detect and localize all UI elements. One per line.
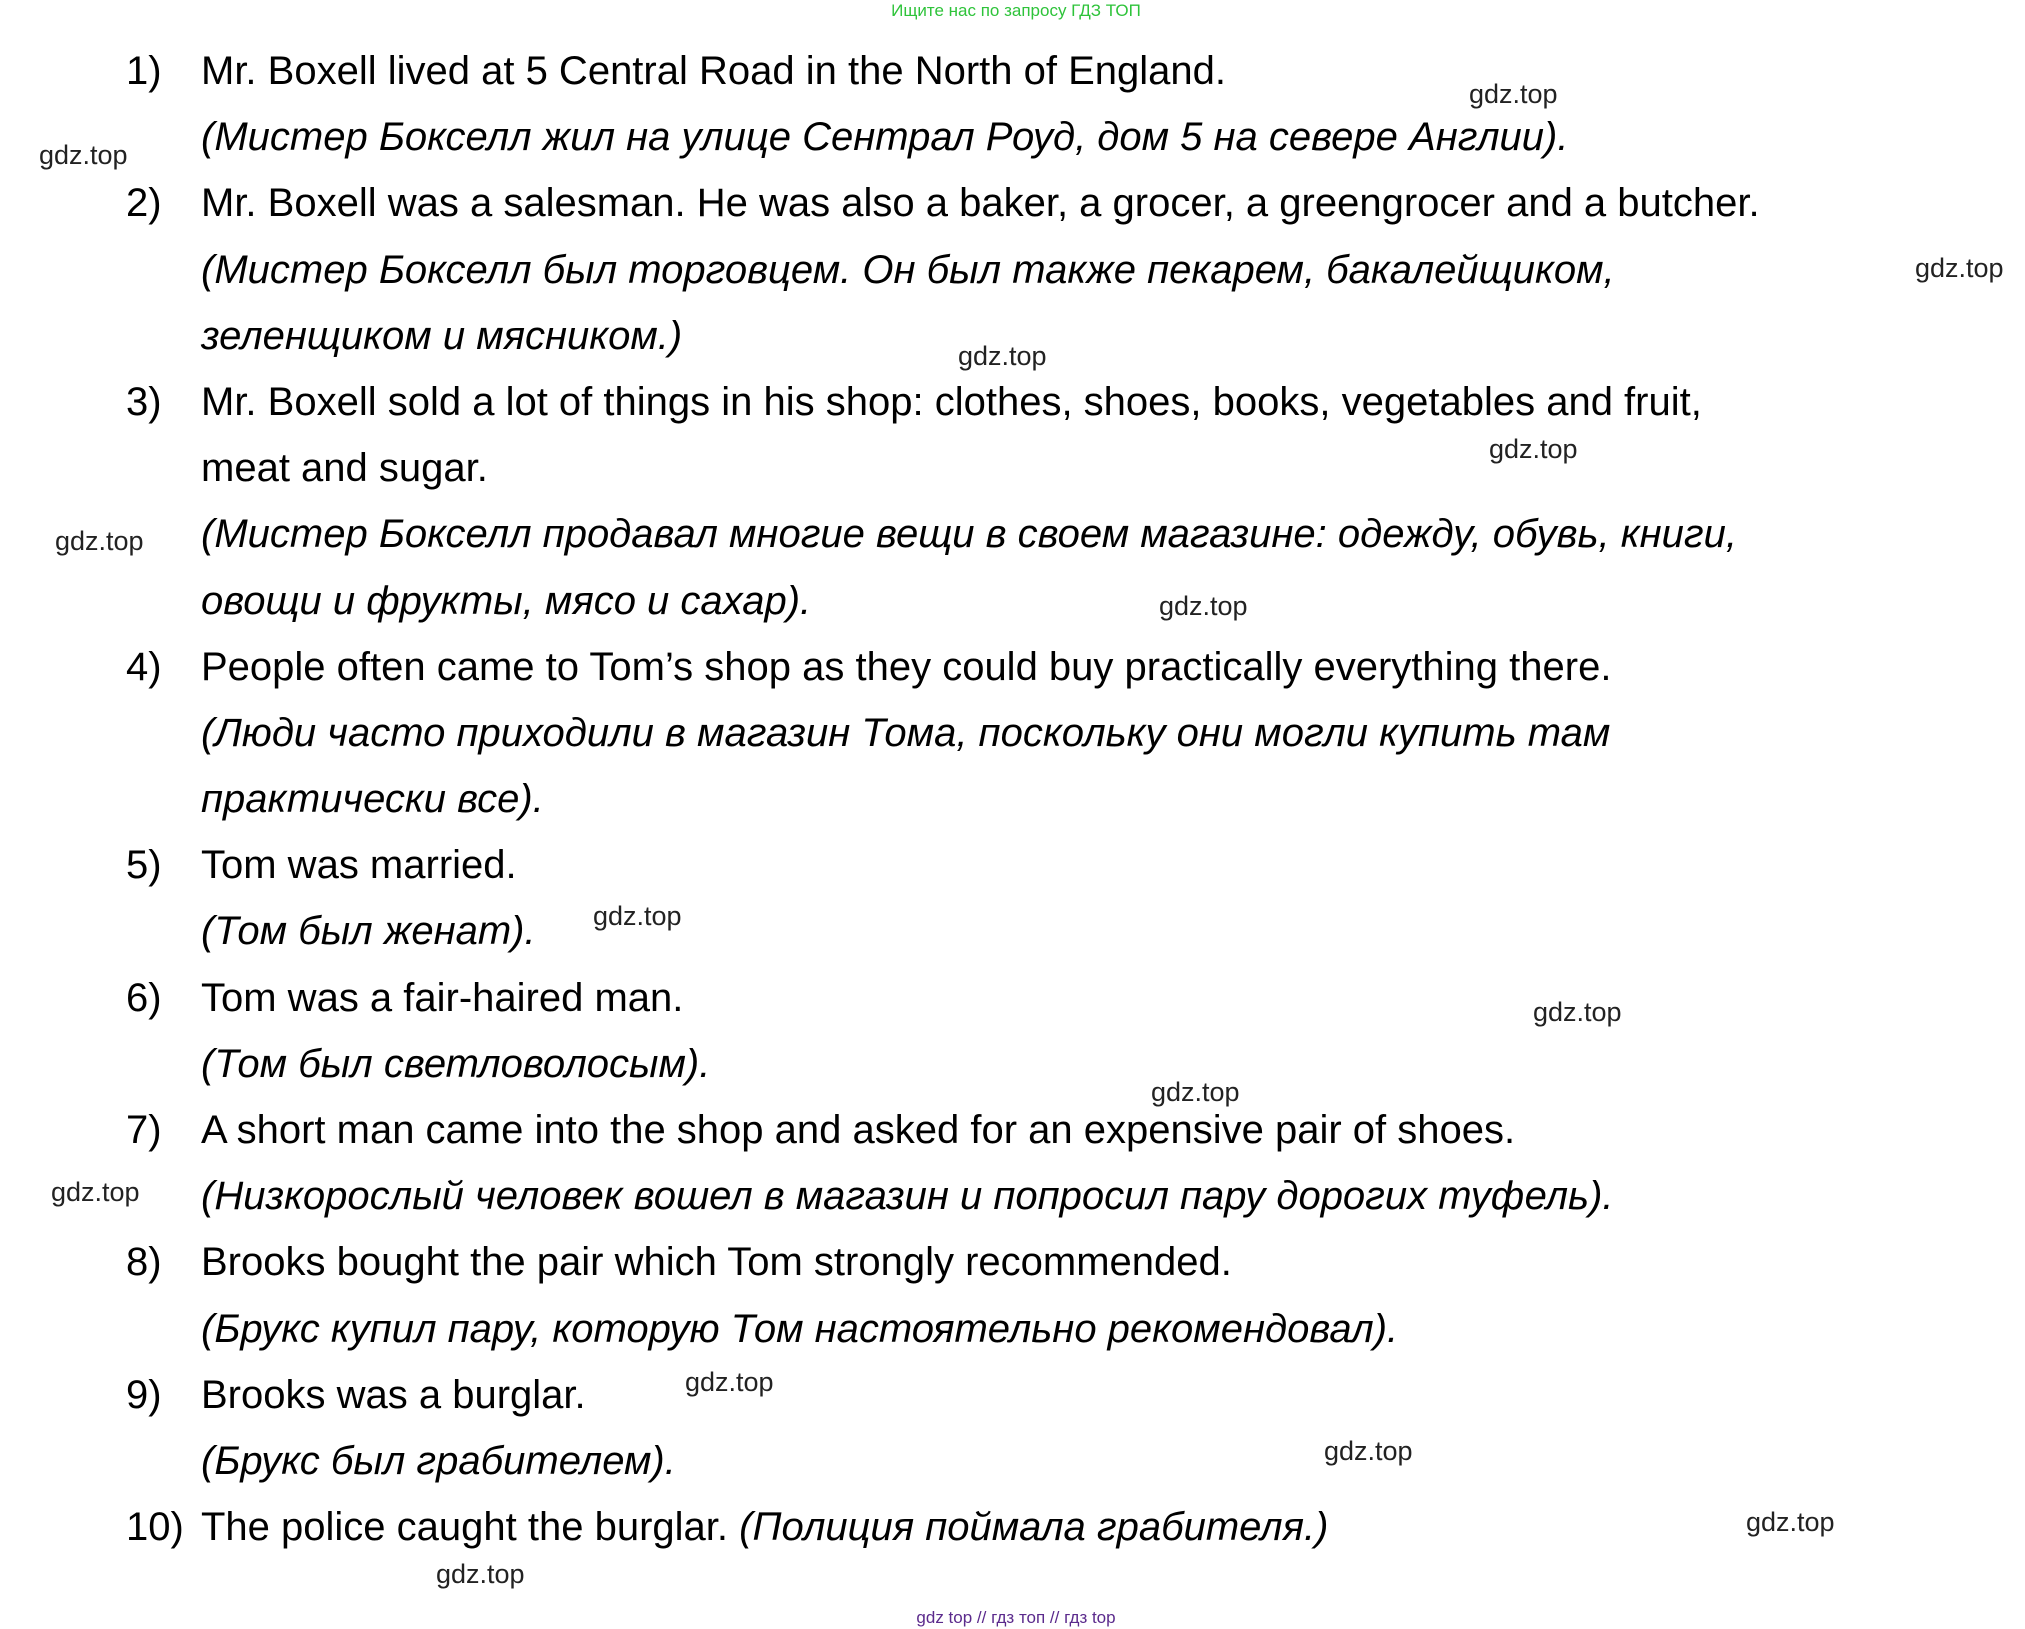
watermark-text: gdz.top [39, 140, 128, 170]
text-line [0, 1494, 2025, 1560]
sentence-text: Mr. Boxell was a salesman. He was also a baker, a grocer, a greengrocer and a butcher. [201, 181, 1760, 226]
item-number: 2) [126, 181, 162, 226]
watermark-text: gdz.top [51, 1177, 140, 1207]
text-line [0, 965, 2025, 1031]
text-line [0, 170, 2025, 236]
item-number: 7) [126, 1108, 162, 1152]
text-line [0, 1097, 2025, 1163]
sentence-text: Tom was a fair-haired man. [201, 975, 684, 1020]
sentence-text: meat and sugar. [201, 446, 488, 491]
text-line [0, 832, 2025, 898]
sentence-text: A short man came into the shop and asked for an expensive pair of shoes. [201, 1108, 1516, 1152]
text-line [0, 766, 2025, 832]
sentence-text: Brooks bought the pair which Tom strongly recommended. [201, 1240, 1232, 1285]
text-line [0, 435, 2025, 501]
russian-translation [201, 1163, 1614, 1229]
sentence-text: (Мистер Бокселл продавал многие вещи в своем магазине: одежду, обувь, книги, [201, 512, 1737, 557]
sentence-text: Brooks was a burglar. [201, 1372, 586, 1417]
watermark-text: gdz.top [1159, 591, 1248, 621]
text-line [0, 700, 2025, 766]
text-line [0, 1362, 2025, 1428]
text-line [0, 104, 2025, 170]
watermark-text: gdz.top [1151, 1077, 1240, 1107]
item-number: 5) [126, 843, 162, 888]
item-number: 10) [126, 1505, 184, 1550]
russian-translation [201, 1428, 676, 1494]
watermark-text: gdz.top [1469, 79, 1558, 109]
english-sentence [201, 38, 1226, 104]
english-sentence [201, 965, 683, 1031]
text-line [0, 237, 2025, 303]
russian-translation [201, 303, 682, 369]
search-promo-header: Ищите нас по запросу ГДЗ ТОП [891, 1, 1141, 20]
sentence-text: зеленщиком и мясником.) [201, 313, 683, 358]
item-number: 4) [126, 644, 162, 689]
text-line [0, 1296, 2025, 1362]
text-line [0, 1229, 2025, 1295]
russian-translation [201, 766, 544, 832]
watermark-text: gdz.top [685, 1367, 774, 1397]
russian-translation [201, 1031, 710, 1097]
list-item [0, 1229, 2025, 1361]
sentence-text: практически все). [201, 777, 544, 822]
english-sentence [201, 435, 488, 501]
watermark-text: gdz.top [55, 526, 144, 556]
russian-translation [201, 1296, 1398, 1362]
list-item [0, 170, 2025, 369]
item-number: 3) [126, 379, 162, 424]
sentence-text: Mr. Boxell lived at 5 Central Road in the North of England. [201, 49, 1226, 93]
sentence-text: овощи и фрукты, мясо и сахар). [201, 578, 812, 623]
sentence-text: (Мистер Бокселл был торговцем. Он был также пекарем, бакалейщиком, [201, 247, 1615, 292]
sentence-text: (Брукс купил пару, которую Том настоятельно рекомендовал). [201, 1306, 1399, 1351]
text-line [0, 38, 2025, 104]
sentence-text: (Люди часто приходили в магазин Тома, поскольку они могли купить там [201, 710, 1611, 755]
item-number: 1) [126, 49, 162, 93]
item-number: 8) [126, 1240, 162, 1285]
list-item [0, 832, 2025, 964]
list-item [0, 965, 2025, 1097]
russian-translation [201, 501, 1737, 567]
sentence-text: The police caught the burglar. [201, 1505, 729, 1550]
text-line [0, 1031, 2025, 1097]
sentence-text: (Том был женат). [201, 909, 536, 954]
russian-translation [201, 568, 811, 634]
english-sentence [201, 1362, 586, 1428]
watermark-text: gdz.top [1746, 1507, 1835, 1537]
watermark-text: gdz.top [1533, 997, 1622, 1027]
russian-translation [201, 237, 1615, 303]
list-item [0, 1362, 2025, 1494]
english-sentence [201, 170, 1760, 236]
english-sentence [201, 369, 1702, 435]
sentence-text: (Мистер Бокселл жил на улице Сентрал Роуд, дом 5 на севере Англии). [201, 115, 1569, 160]
list-item [0, 1097, 2025, 1229]
english-sentence [201, 832, 517, 898]
watermark-text: gdz.top [436, 1559, 525, 1589]
list-item [0, 1494, 2025, 1560]
english-sentence [201, 1494, 1328, 1560]
text-line [0, 634, 2025, 700]
russian-translation [201, 898, 536, 964]
watermark-text: gdz.top [1324, 1436, 1413, 1466]
russian-translation [201, 700, 1610, 766]
sentence-text: (Том был светловолосым). [201, 1041, 711, 1086]
sentence-text: (Брукс был грабителем). [201, 1438, 676, 1483]
text-line [0, 568, 2025, 634]
watermark-text: gdz.top [593, 901, 682, 931]
text-line [0, 1163, 2025, 1229]
english-sentence [201, 1229, 1232, 1295]
list-item [0, 369, 2025, 634]
sentence-text: (Низкорослый человек вошел в магазин и попросил пару дорогих туфель). [201, 1174, 1614, 1219]
list-item [0, 634, 2025, 833]
english-sentence [201, 634, 1611, 700]
text-line [0, 1428, 2025, 1494]
russian-translation: (Полиция поймала грабителя.) [739, 1505, 1329, 1550]
english-sentence [201, 1097, 1515, 1163]
item-number: 6) [126, 975, 162, 1020]
watermark-text: gdz.top [1915, 253, 2004, 283]
text-line [0, 501, 2025, 567]
answer-list [0, 38, 2025, 1560]
footer-watermark: gdz top // гдз топ // гдз top [916, 1608, 1116, 1627]
list-item [0, 38, 2025, 170]
text-line [0, 898, 2025, 964]
sentence-text: People often came to Tom’s shop as they could buy practically everything there. [201, 644, 1612, 689]
russian-translation [201, 104, 1568, 170]
text-line [0, 369, 2025, 435]
sentence-text: Tom was married. [201, 843, 517, 888]
watermark-text: gdz.top [958, 341, 1047, 371]
sentence-text: Mr. Boxell sold a lot of things in his shop: clothes, shoes, books, vegetables and fruit, [201, 379, 1702, 424]
watermark-text: gdz.top [1489, 434, 1578, 464]
item-number: 9) [126, 1372, 162, 1417]
